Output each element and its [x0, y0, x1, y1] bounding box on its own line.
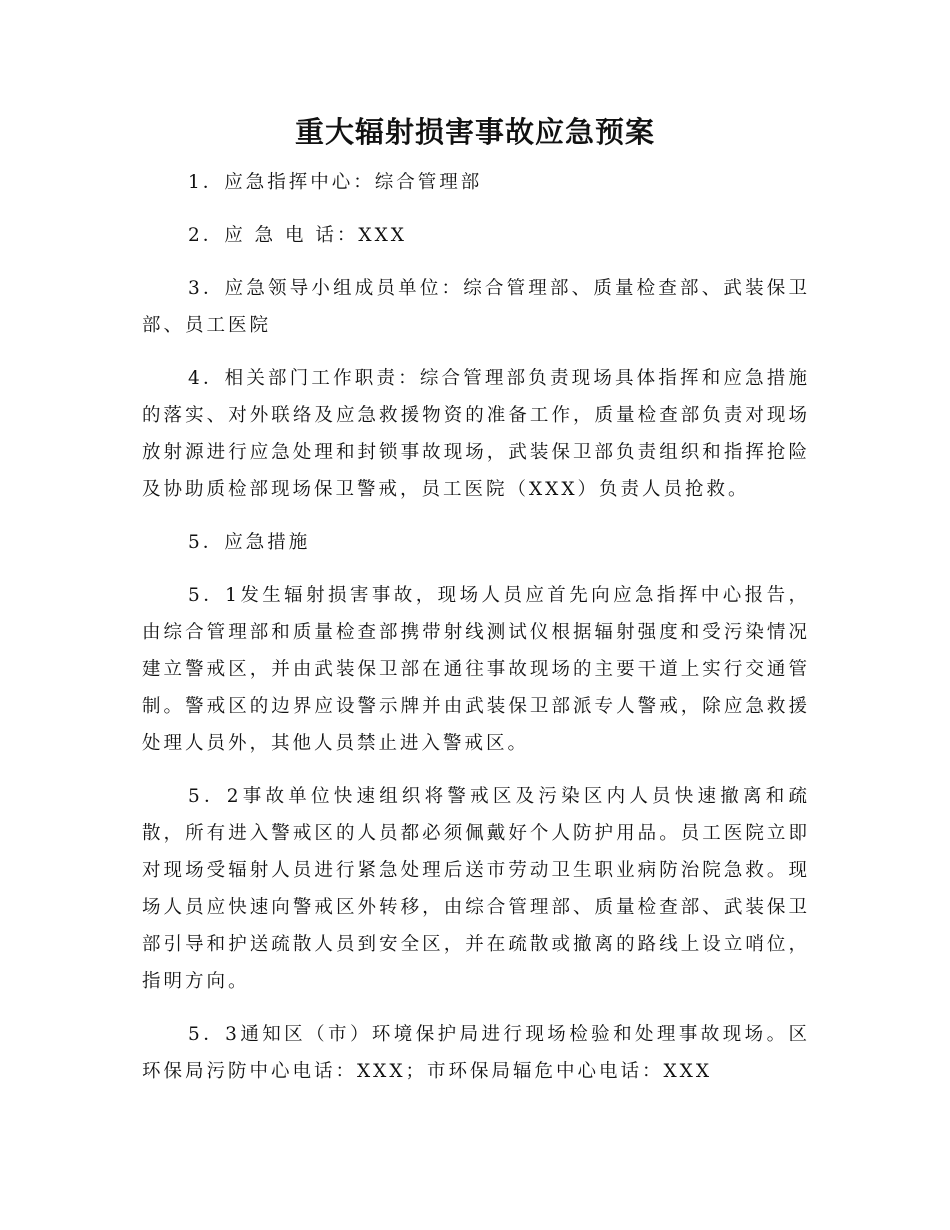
paragraph-measure-5-2: 5．2事故单位快速组织将警戒区及污染区内人员快速撤离和疏散，所有进入警戒区的人员都必须佩戴好个人防护用品。员工医院立即对现场受辐射人员进行紧急处理后送市劳动卫生职业病防治院急救。现场人员应快速向警戒区外转移，由综合管理部、质量检查部、武装保卫部引导和护送疏散人员到安全区，并在疏散或撤离的路线上设立哨位，指明方向。: [142, 786, 810, 992]
paragraph-leadership-units: 3．应急领导小组成员单位：综合管理部、质量检查部、武装保卫部、员工医院: [142, 278, 810, 336]
document-body: [142, 164, 810, 1106]
paragraph-measure-5-1: 5．1发生辐射损害事故，现场人员应首先向应急指挥中心报告，由综合管理部和质量检查部携带射线测试仪根据辐射强度和受污染情况建立警戒区，并由武装保卫部在通往事故现场的主要干道上实行交通管制。警戒区的边界应设警示牌并由武装保卫部派专人警戒，除应急救援处理人员外，其他人员禁止进入警戒区。: [142, 585, 810, 754]
paragraph-department-duties: 4．相关部门工作职责：综合管理部负责现场具体指挥和应急措施的落实、对外联络及应急救援物资的准备工作，质量检查部负责对现场放射源进行应急处理和封锁事故现场，武装保卫部负责组织和指挥抢险及协助质检部现场保卫警戒，员工医院（XXX）负责人员抢救。: [142, 368, 810, 500]
paragraph-emergency-measures: 5．应急措施: [188, 532, 311, 553]
paragraph-emergency-phone: 2．应 急 电 话：XXX: [188, 225, 407, 246]
paragraph-command-center: 1．应急指挥中心：综合管理部: [188, 172, 483, 193]
document-title: 重大辐射损害事故应急预案: [294, 115, 655, 149]
paragraph-measure-5-3: 5．3通知区（市）环境保护局进行现场检验和处理事故现场。区环保局污防中心电话：XXX；市环保局辐危中心电话：XXX: [142, 1024, 810, 1082]
